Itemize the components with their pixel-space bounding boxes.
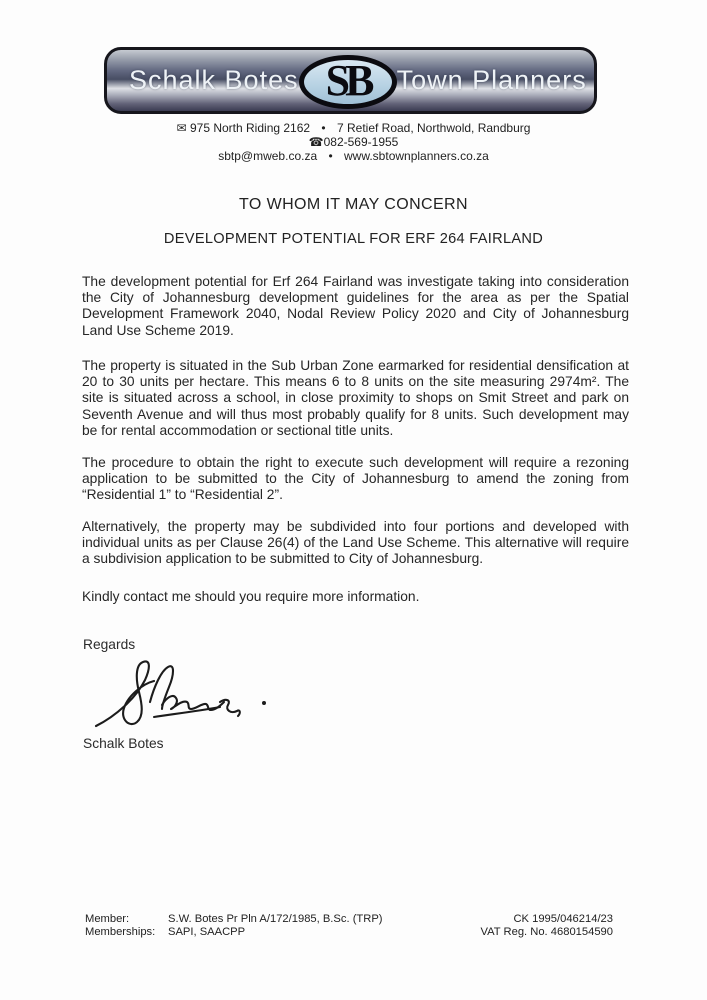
company-name-right: Town Planners	[396, 65, 587, 95]
member-value: S.W. Botes Pr Pln A/172/1985, B.Sc. (TRP)	[168, 913, 383, 925]
vat-number: VAT Reg. No. 4680154590	[480, 926, 613, 939]
closing-word: Regards	[83, 637, 136, 652]
ink-dot	[262, 701, 266, 705]
street-address: 7 Retief Road, Northwold, Randburg	[336, 121, 531, 135]
mail-icon: ✉	[176, 121, 187, 135]
member-line	[85, 913, 383, 926]
memberships-value: SAPI, SAACPP	[168, 926, 246, 939]
salutation-heading: TO WHOM IT MAY CONCERN	[239, 196, 468, 213]
company-logo	[299, 55, 397, 109]
memberships-line	[85, 926, 383, 939]
footer-credentials	[85, 913, 383, 940]
ck-number: CK 1995/046214/23	[513, 913, 613, 925]
phone-icon: ☎	[308, 134, 324, 149]
contact-block	[0, 122, 707, 163]
po-box: 975 North Riding 2162	[189, 121, 311, 135]
contact-address-line	[0, 122, 707, 136]
member-label: Member:	[85, 913, 130, 925]
paragraph-subdivision-alternative: Alternatively, the property may be subdivided into four portions and developed with individual units as per Clause 26(4) of the Land Use Scheme. This alternative will require a subdivision application to be submitted to City of Johannesburg.	[82, 519, 629, 567]
paragraph-development-potential: The development potential for Erf 264 Fairland was investigate taking into consideration the City of Johannesburg development guidelines for the area as per the Spatial Development Framework 2040, Nodal Review Policy 2020 and City of Johannesburg Land Use Scheme 2019.	[82, 274, 629, 338]
bullet-separator: •	[328, 148, 333, 163]
handwritten-signature	[92, 656, 267, 736]
bullet-separator: •	[321, 121, 326, 135]
sender-name: Schalk Botes	[83, 736, 164, 751]
contact-web-line	[0, 150, 707, 164]
subject-heading: DEVELOPMENT POTENTIAL FOR ERF 264 FAIRLAND	[163, 231, 544, 247]
website-url: www.sbtownplanners.co.za	[344, 148, 489, 163]
sb-monogram-icon: SB	[325, 55, 370, 105]
company-name-left: Schalk Botes	[129, 65, 299, 95]
paragraph-contact-note: Kindly contact me should you require more information.	[82, 589, 420, 604]
paragraph-property-zone: The property is situated in the Sub Urban Zone earmarked for residential densification at 20 to 30 units per hectare. This means 6 to 8 units on the site measuring 2974m². The site is situated across a school, in close proximity to shops on Smit Street and park on Seventh Avenue and will thus most probably qualify for 8 units. Such development may be for rental accommodation or sectional title units.	[82, 358, 629, 438]
company-banner	[104, 47, 597, 114]
signature-icon	[92, 656, 267, 736]
footer-registration	[481, 913, 613, 940]
paragraph-rezoning-procedure: The procedure to obtain the right to execute such development will require a rezoning application to be submitted to the City of Johannesburg to amend the zoning from “Residential 1” to “Residential 2”.	[82, 455, 629, 503]
contact-phone-line	[0, 136, 707, 150]
memberships-label: Memberships:	[85, 926, 156, 939]
phone-number: 082-569-1955	[323, 134, 399, 149]
email-address: sbtp@mweb.co.za	[218, 148, 318, 163]
